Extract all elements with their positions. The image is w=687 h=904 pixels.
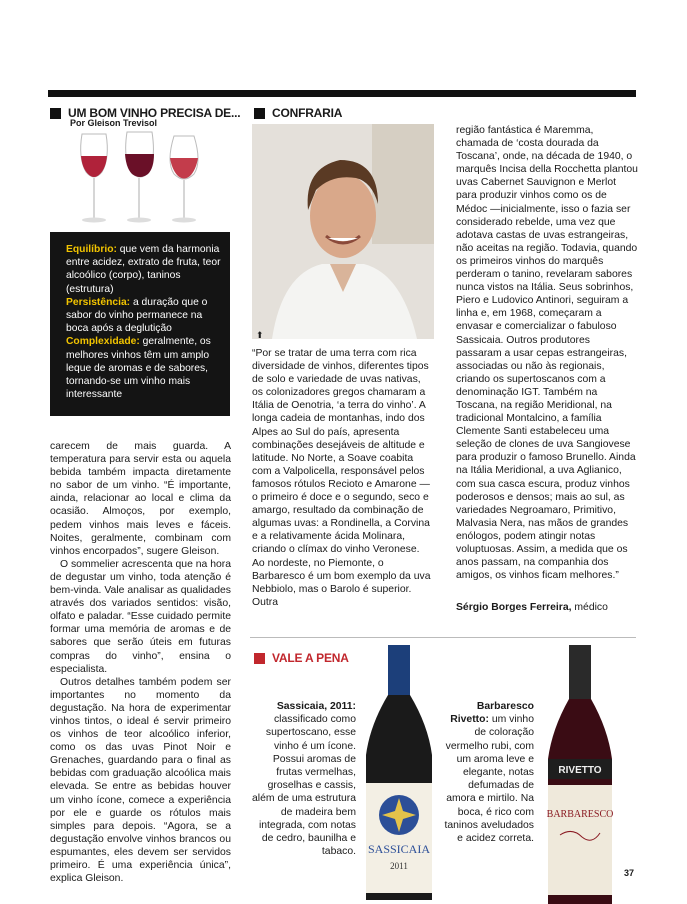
portrait-photo [252,124,434,339]
wine1-description: Sassicaia, 2011: classificado como supertoscano, esse vinho é um ícone. Possui aromas de frutas vermelhas, groselhas e cassis, além de uma estrutura de madeira bem integrada, com notas de cedro, baunilha e tabaco. [252,701,356,858]
bottle-year-text: 2011 [390,861,408,871]
sidebar-heading: UM BOM VINHO PRECISA DE... [50,106,240,120]
vale-a-pena-heading: VALE A PENA [254,651,349,665]
quote-paragraph: região fantástica é Maremma, chamada de ‘costa dourada da Toscana’, onde, na década de 1940, o marquês Incisa della Rocchetta plantou uvas Cabernet Sauvignon e Merlot para produzir vinhos como os de Médoc —inicialmente, isso o fazia ser considerado rebelde, uma vez que adotava castas de uvas estrangeiras, não aceitas na região. Todavia, quando os primeiros vinhos do marquês perderam o tanino, revelaram sabores nunca vistos na Itália. Seus sobrinhos, Piero e Ludovico Antinori, seguiram a linha e, em 1968, começaram a envasar e comercializar o fabuloso Sassicaia. Outros produtores passaram a usar cepas estrangeiras, associadas ou não às regionais, criando os supertoscanos com a denominação IGT. Também na Toscana, na região Meridional, na tradicional Montalcino, a família Clemente Santi estabeleceu uma seleção de clones de uva Sangiovese para produzir o famoso Brunello. Ainda na Itália Meridional, a uva Aglianico, com sua casca escura, produz vinhos poderosos e densos; mais ao sul, as variedades Negroamaro, Primitivo, Malvasia Nera, nas mãos de grandes enólogos, podem atingir notas voluptuosas. Assim, a medida que os anos passam, na companhia dos amigos, os vinhos ficam melhores.” [456,125,638,582]
signature: Sérgio Borges Ferreira, médico [456,602,608,613]
left-body-column [50,440,231,885]
wine-glasses-image [74,128,212,226]
square-bullet-icon [254,653,265,664]
top-rule [48,90,636,97]
section-divider [250,637,636,638]
definition-item: Equilíbrio: que vem da harmonia entre acidez, extrato de fruta, teor alcoólico (corpo), taninos (estrutura) [66,244,221,295]
bottle-brand-text: RIVETTO [558,765,602,776]
bottle-label-text: BARBARESCO [546,809,614,820]
definition-item: Persistência: a duração que o sabor do vinho permanece na boca após a deglutição [66,296,208,335]
body-paragraph: carecem de mais guarda. A temperatura para servir esta ou aquela bebida também impacta diretamente no sabor de um vinho. “É importante, ainda, relacionar ao local e clima da ocasião. Almoços, por exemplo, pedem vinhos mais leves e fáceis. Noites, geralmente, combinam com vinhos encorpados”, sugere Gleison. [50,441,231,557]
confraria-right-column [456,124,638,582]
page-number: 37 [624,868,635,878]
confraria-middle-column [252,347,434,609]
wine2-description: Barbaresco Rivetto: um vinho de coloração vermelho rubi, com um aroma leve e elegante, notas defumadas de amora e mirtilo. Na boca, é rico com taninos aveludados e acidez correta. [444,701,534,845]
sassicaia-bottle-image [358,645,440,900]
quote-paragraph: “Por se tratar de uma terra com rica diversidade de vinhos, diferentes tipos de solo e variedade de uvas nativas, os colonizadores gregos chamaram a Itália de Oenotria, ‘a terra do vinho’. A longa cadeia de montanhas, indo dos Alpes ao Sul do país, apresenta combinações desejáveis de altitude e latitude. No Norte, a Soave coabita com a Valpolicella, responsável pelos famosos rótulos Recioto e Amarone — o primeiro é doce e o segundo, seco e amargo, resultado da combinação de algumas uvas: a Rondinella, a Corvina e a relativamente ácida Molinara, criando o clímax do vinho Veronese. Ao nordeste, no Piemonte, o Barbaresco é um bom exemplo da uva Nebbiolo, mas o Barolo é superior. Outra [252,348,431,608]
square-bullet-icon [254,108,265,119]
confraria-heading: CONFRARIA [254,106,342,120]
bottle-label-text: SASSICAIA [367,842,431,856]
definitions-box [50,232,230,416]
byline: Por Gleison Trevisol [70,118,158,128]
definition-item: Complexidade: geralmente, os melhores vinhos têm um amplo leque de aromas e de sabores, tornando-se um vinho mais interessante [66,336,211,401]
rivetto-bottle-image [542,645,618,904]
body-paragraph: Outros detalhes também podem ser importantes no momento da degustação. Na hora de experimentar vinhos tintos, o ideal é servir primeiro os vinhos de teor alcoólico inferior, como os das uvas Pinot Noir e Grenaches, guardando para o final as bebidas com graduação alcoólica mais elevada. Se entre as bebidas houver um vinho ícone, comece a experiência por ele e guarde os rótulos mais simples para depois. “Agora, se a degustação envolve vinhos brancos ou espumantes, eles devem ser servidos primeiro. É uma experiência única”, explica Gleison. [50,676,231,885]
photo-caption-arrow-icon: ⬆ [256,330,264,340]
body-paragraph: O sommelier acrescenta que na hora de degustar um vinho, toda atenção é bem-vinda. Vale analisar as qualidades através dos variados sentidos: visão, olfato e paladar. “Esse cuidado permite formar uma memória de aromas e de sabores que serão úteis em futuras compras do vinho”, ensina o especialista. [50,558,231,675]
square-bullet-icon [50,108,61,119]
